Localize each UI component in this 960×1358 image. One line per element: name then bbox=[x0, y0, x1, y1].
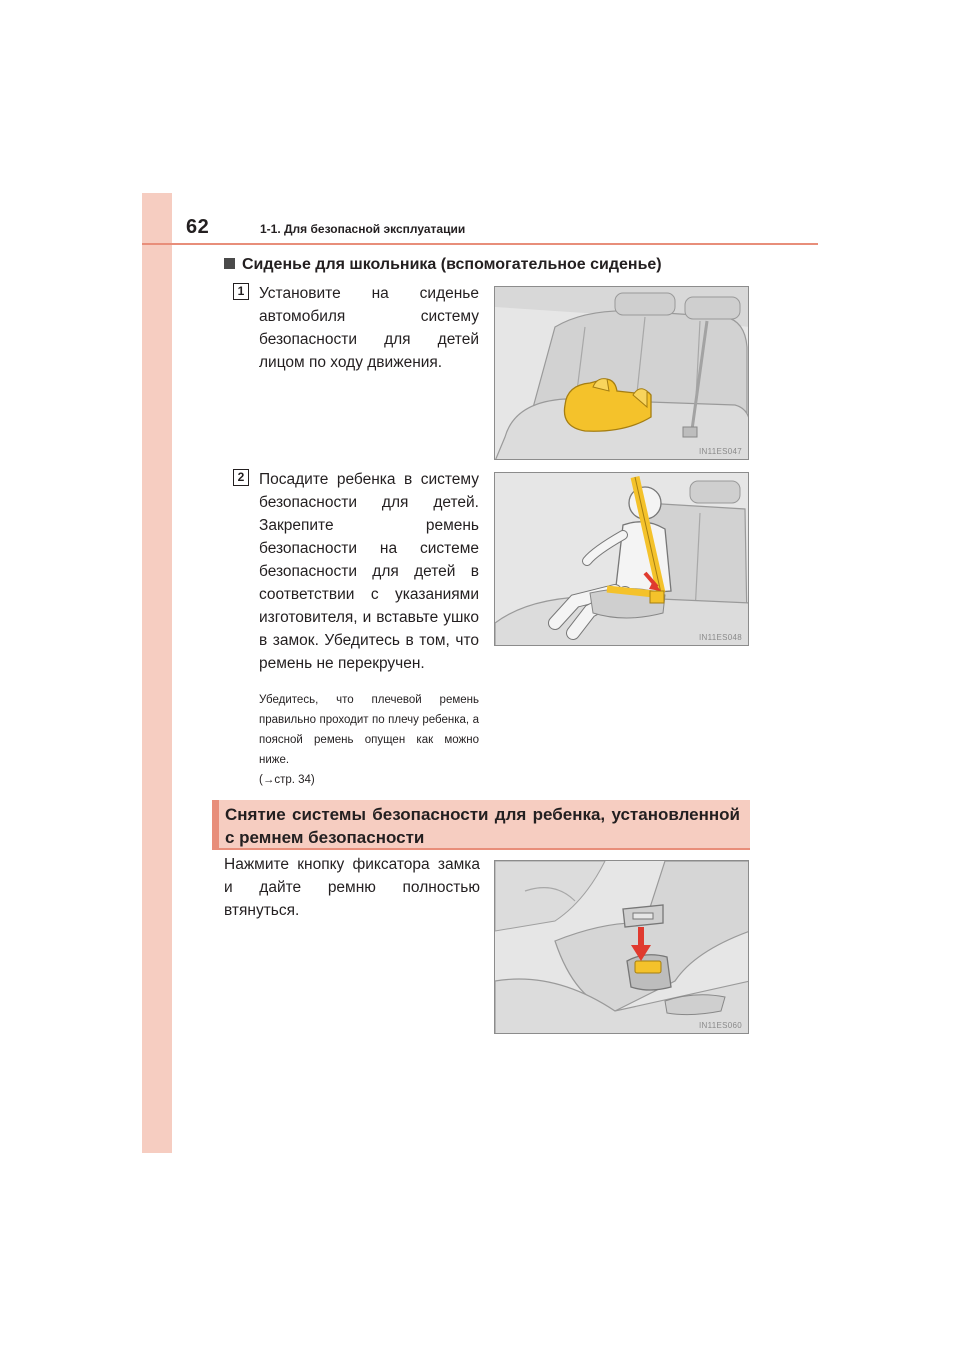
figure-code: IN11ES048 bbox=[698, 633, 742, 642]
removal-heading: Снятие системы безопасности для ребенка, установленной с ремнем безопасности bbox=[212, 800, 750, 850]
step-1-text: Установите на сиденье автомобиля систему безопасности для детей лицом по ходу движения. bbox=[259, 285, 479, 371]
page-number: 62 bbox=[186, 216, 210, 238]
step-2-note bbox=[259, 690, 479, 790]
section-title: Сиденье для школьника (вспомогательное сиденье) bbox=[242, 256, 662, 273]
square-bullet-icon bbox=[224, 258, 235, 269]
step-number-1: 1 bbox=[233, 283, 249, 300]
figure-code: IN11ES047 bbox=[698, 447, 742, 456]
page-reference: (→стр. 34) bbox=[259, 774, 315, 786]
chapter-title: 1-1. Для безопасной эксплуатации bbox=[260, 222, 466, 236]
booster-seat-illustration bbox=[495, 287, 749, 460]
section-heading bbox=[224, 256, 662, 274]
buckle-release-illustration bbox=[495, 861, 749, 1034]
step-2-text: Посадите ребенка в систему безопасности для детей. Закрепите ремень безопасности на системе безопасности для детей в соответствии с указаниями изготовителя, и вставьте ушко в замок. Убедитесь в том, что ремень не перекручен. bbox=[259, 471, 479, 672]
header-rule bbox=[142, 243, 818, 245]
child-belted-illustration bbox=[495, 473, 749, 646]
figure-booster-seat-placement bbox=[494, 286, 749, 460]
figure-child-belted bbox=[494, 472, 749, 646]
removal-text: Нажмите кнопку фиксатора замка и дайте ремню полностью втянуться. bbox=[224, 856, 480, 919]
note-text: Убедитесь, что плечевой ремень правильно проходит по плечу ребенка, а поясной ремень опущен как можно ниже. bbox=[259, 694, 479, 766]
figure-buckle-release bbox=[494, 860, 749, 1034]
step-number-2: 2 bbox=[233, 469, 249, 486]
figure-code: IN11ES060 bbox=[698, 1021, 742, 1030]
side-tab-band bbox=[142, 193, 172, 1153]
